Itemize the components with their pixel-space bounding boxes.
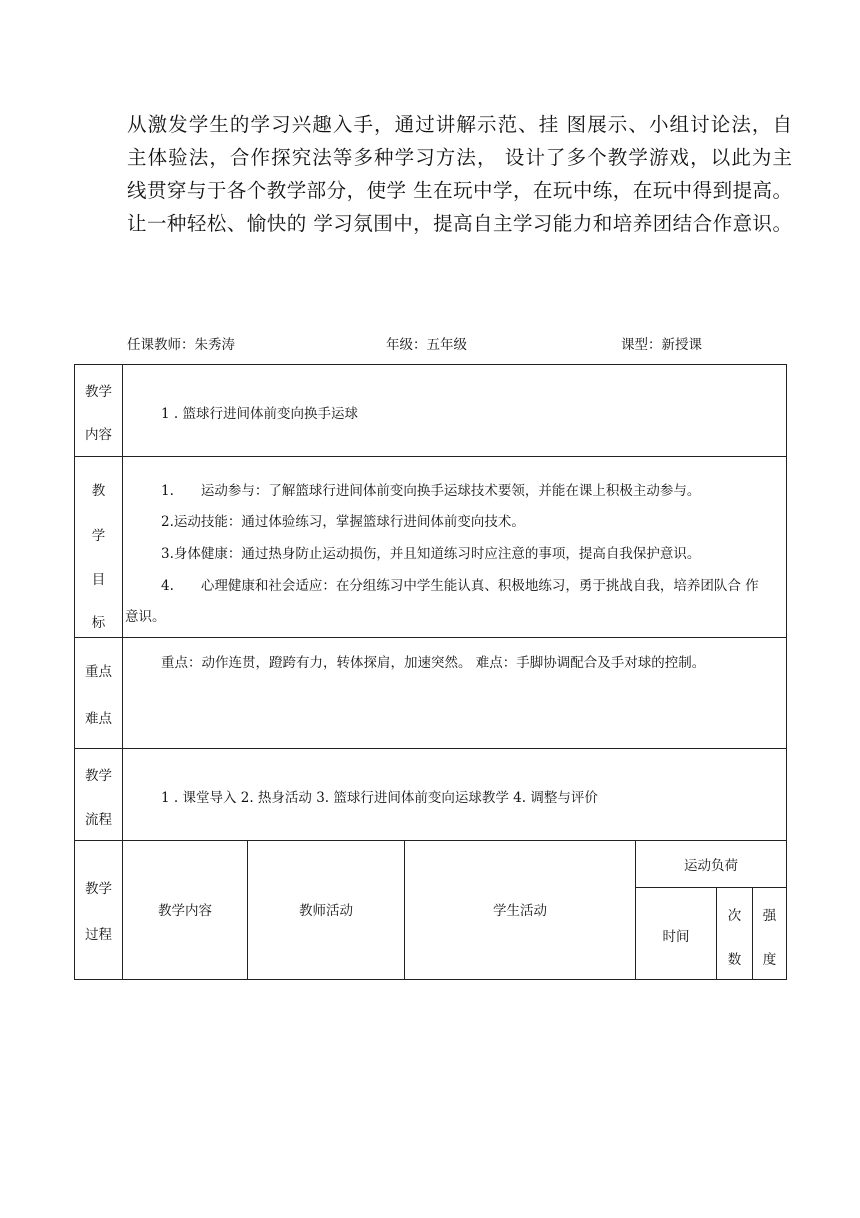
flow-label-top: 教学 bbox=[85, 768, 112, 784]
goal-item-3: 3.身体健康：通过热身防止运动损伤，并且知道练习时应注意的事项，提高自我保护意识。 bbox=[161, 546, 701, 562]
process-col-teacher bbox=[248, 841, 405, 980]
keypoints-row bbox=[75, 638, 787, 749]
flow-cell bbox=[123, 749, 787, 841]
goal-item-2: 2.运动技能：通过体验练习，掌握篮球行进间体前变向技术。 bbox=[161, 514, 525, 530]
lesson-type-label: 课型：新授课 bbox=[621, 337, 702, 353]
flow-row bbox=[75, 749, 787, 841]
goals-row bbox=[75, 457, 787, 638]
intro-line-1: 从激发学生的学习兴趣入手，通过讲解示范、挂 图展示、小组讨论法，自 bbox=[127, 113, 792, 136]
process-label-cell bbox=[75, 841, 123, 980]
goal-item-1: 1. 运动参与：了解篮球行进间体前变向换手运球技术要领，并能在课上积极主动参与。 bbox=[161, 483, 701, 499]
process-col-intensity-top: 强 bbox=[762, 908, 777, 924]
goals-label-1: 教 bbox=[91, 483, 106, 499]
keypoints-text: 重点：动作连贯，蹬跨有力，转体探肩，加速突然。 难点：手脚协调配合及手对球的控制。 bbox=[161, 655, 706, 671]
goals-cell bbox=[123, 457, 787, 638]
goal-item-4: 4. 心理健康和社会适应：在分组练习中学生能认真、积极地练习，勇于挑战自我，培养团队合 作 bbox=[161, 578, 759, 594]
process-col-load-text: 运动负荷 bbox=[684, 858, 739, 874]
process-col-student-text: 学生活动 bbox=[493, 902, 547, 919]
flow-label-bottom: 流程 bbox=[85, 812, 112, 828]
intro-paragraph bbox=[127, 108, 792, 240]
process-col-student bbox=[405, 841, 636, 980]
keypoints-label-top: 重点 bbox=[85, 664, 112, 680]
goal-item-4-cont: 意识。 bbox=[125, 609, 166, 625]
grade-label: 年级：五年级 bbox=[386, 337, 467, 353]
flow-text: 1 . 课堂导入 2. 热身活动 3. 篮球行进间体前变向运球教学 4. 调整与评价 bbox=[161, 790, 598, 806]
process-col-content-text: 教学内容 bbox=[158, 902, 212, 919]
content-label-cell bbox=[75, 365, 123, 457]
process-col-intensity-bottom: 度 bbox=[762, 952, 777, 968]
teacher-label: 任课教师：朱秀涛 bbox=[127, 337, 235, 353]
flow-label-cell bbox=[75, 749, 123, 841]
process-label-top: 教学 bbox=[85, 881, 112, 897]
process-col-time-text: 时间 bbox=[662, 928, 690, 945]
process-col-time bbox=[636, 888, 717, 980]
intro-line-2: 主体验法，合作探究法等多种学习方法， 设计了多个教学游戏，以此为主 bbox=[127, 146, 792, 169]
goals-label-cell bbox=[75, 457, 123, 638]
process-col-intensity bbox=[753, 888, 787, 980]
goals-label-3: 目 bbox=[91, 572, 106, 588]
keypoints-cell bbox=[123, 638, 787, 749]
process-col-load bbox=[636, 841, 787, 888]
goals-label-4: 标 bbox=[91, 615, 106, 631]
process-col-teacher-text: 教师活动 bbox=[299, 902, 353, 919]
keypoints-label-cell bbox=[75, 638, 123, 749]
process-col-content bbox=[123, 841, 248, 980]
process-col-count-bottom: 数 bbox=[727, 952, 742, 968]
intro-line-3: 线贯穿与于各个教学部分，使学 生在玩中学，在玩中练，在玩中得到提高。 bbox=[127, 179, 792, 202]
process-col-count-top: 次 bbox=[727, 908, 742, 924]
lesson-plan-table bbox=[74, 364, 787, 980]
goals-label-2: 学 bbox=[91, 528, 106, 544]
process-header-row-1 bbox=[75, 841, 787, 888]
process-label-bottom: 过程 bbox=[85, 927, 112, 943]
content-row bbox=[75, 365, 787, 457]
content-label-bottom: 内容 bbox=[85, 427, 112, 443]
content-label-top: 教学 bbox=[85, 384, 112, 400]
content-cell bbox=[123, 365, 787, 457]
keypoints-label-bottom: 难点 bbox=[85, 711, 112, 727]
content-text: 1 . 篮球行进间体前变向换手运球 bbox=[161, 406, 358, 422]
intro-line-4: 让一种轻松、愉快的 学习氛围中，提高自主学习能力和培养团结合作意识。 bbox=[127, 212, 792, 235]
process-col-count bbox=[717, 888, 753, 980]
